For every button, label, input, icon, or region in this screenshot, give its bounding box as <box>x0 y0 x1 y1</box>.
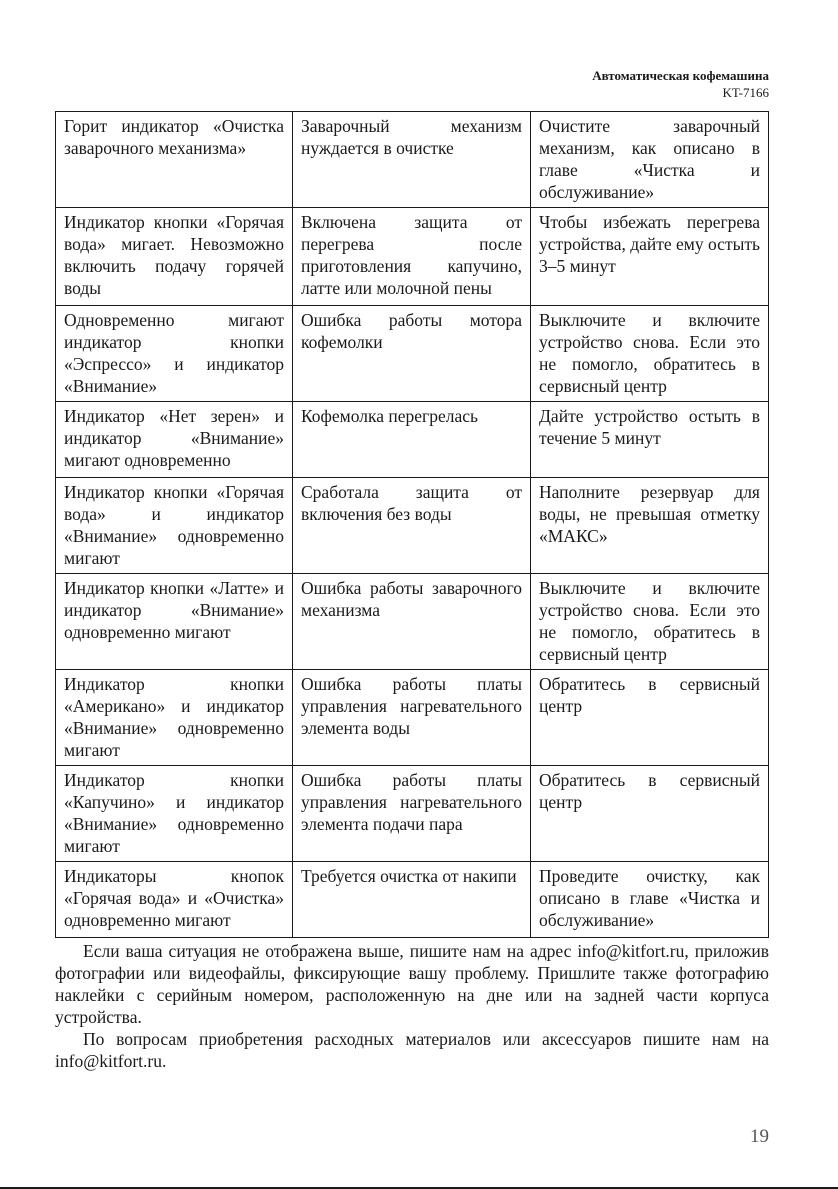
solution-cell: Проведите очистку, как описано в главе «Чистка и обслуживание» <box>531 862 769 938</box>
table-row <box>56 208 769 306</box>
table-row <box>56 670 769 766</box>
cause-cell: Сработала защита от включения без воды <box>293 478 531 574</box>
solution-cell: Очистите заварочный механизм, как описано в главе «Чистка и обслуживание» <box>531 112 769 208</box>
cause-cell: Ошибка работы мотора кофемолки <box>293 306 531 402</box>
problem-cell: Индикатор кнопки «Горячая вода» и индикатор «Внимание» одновременно мигают <box>56 478 293 574</box>
table-row <box>56 766 769 862</box>
page-number: 19 <box>750 1126 769 1147</box>
accessories-paragraph: По вопросам приобретения расходных материалов или аксессуаров пишите нам на info@kitfort.ru. <box>55 1029 769 1071</box>
problem-cell: Горит индикатор «Очистка заварочного механизма» <box>56 112 293 208</box>
cause-cell: Включена защита от перегрева после приготовления капучино, латте или молочной пены <box>293 208 531 306</box>
problem-cell: Индикатор кнопки «Горячая вода» мигает. Невозможно включить подачу горячей воды <box>56 208 293 306</box>
solution-cell: Обратитесь в сервисный центр <box>531 670 769 766</box>
table-row <box>56 862 769 938</box>
problem-cell: Одновременно мигают индикатор кнопки «Эспрессо» и индикатор «Внимание» <box>56 306 293 402</box>
cause-cell: Заварочный механизм нуждается в очистке <box>293 112 531 208</box>
table-row <box>56 574 769 670</box>
cause-cell: Требуется очистка от накипи <box>293 862 531 938</box>
problem-cell: Индикатор кнопки «Американо» и индикатор «Внимание» одновременно мигают <box>56 670 293 766</box>
problem-cell: Индикаторы кнопок «Горячая вода» и «Очистка» одновременно мигают <box>56 862 293 938</box>
problem-cell: Индикатор кнопки «Латте» и индикатор «Внимание» одновременно мигают <box>56 574 293 670</box>
table-row <box>56 402 769 478</box>
running-header <box>592 67 769 101</box>
solution-cell: Наполните резервуар для воды, не превышая отметку «МАКС» <box>531 478 769 574</box>
header-model-number: KT-7166 <box>722 85 769 100</box>
troubleshooting-table <box>55 111 769 938</box>
cause-cell: Ошибка работы заварочного механизма <box>293 574 531 670</box>
header-product-title: Автоматическая кофемашина <box>592 68 769 83</box>
problem-cell: Индикатор «Нет зерен» и индикатор «Внимание» мигают одновременно <box>56 402 293 478</box>
solution-cell: Выключите и включите устройство снова. Если это не помогло, обратитесь в сервисный центр <box>531 574 769 670</box>
contact-paragraph: Если ваша ситуация не отображена выше, пишите нам на адрес info@kitfort.ru, приложив фотографии или видеофайлы, фиксирующие вашу проблему. Пришлите также фотографию наклейки с серийным номером, расположенную на дне или на задней части корпуса устройства. <box>55 941 769 1027</box>
cause-cell: Ошибка работы платы управления нагревательного элемента воды <box>293 670 531 766</box>
solution-cell: Дайте устройство остыть в течение 5 минут <box>531 402 769 478</box>
table-row <box>56 478 769 574</box>
table-row <box>56 306 769 402</box>
problem-cell: Индикатор кнопки «Капучино» и индикатор «Внимание» одновременно мигают <box>56 766 293 862</box>
cause-cell: Кофемолка перегрелась <box>293 402 531 478</box>
solution-cell: Чтобы избежать перегрева устройства, дайте ему остыть 3–5 минут <box>531 208 769 306</box>
solution-cell: Выключите и включите устройство снова. Если это не помогло, обратитесь в сервисный центр <box>531 306 769 402</box>
solution-cell: Обратитесь в сервисный центр <box>531 766 769 862</box>
table-row <box>56 112 769 208</box>
cause-cell: Ошибка работы платы управления нагревательного элемента подачи пара <box>293 766 531 862</box>
